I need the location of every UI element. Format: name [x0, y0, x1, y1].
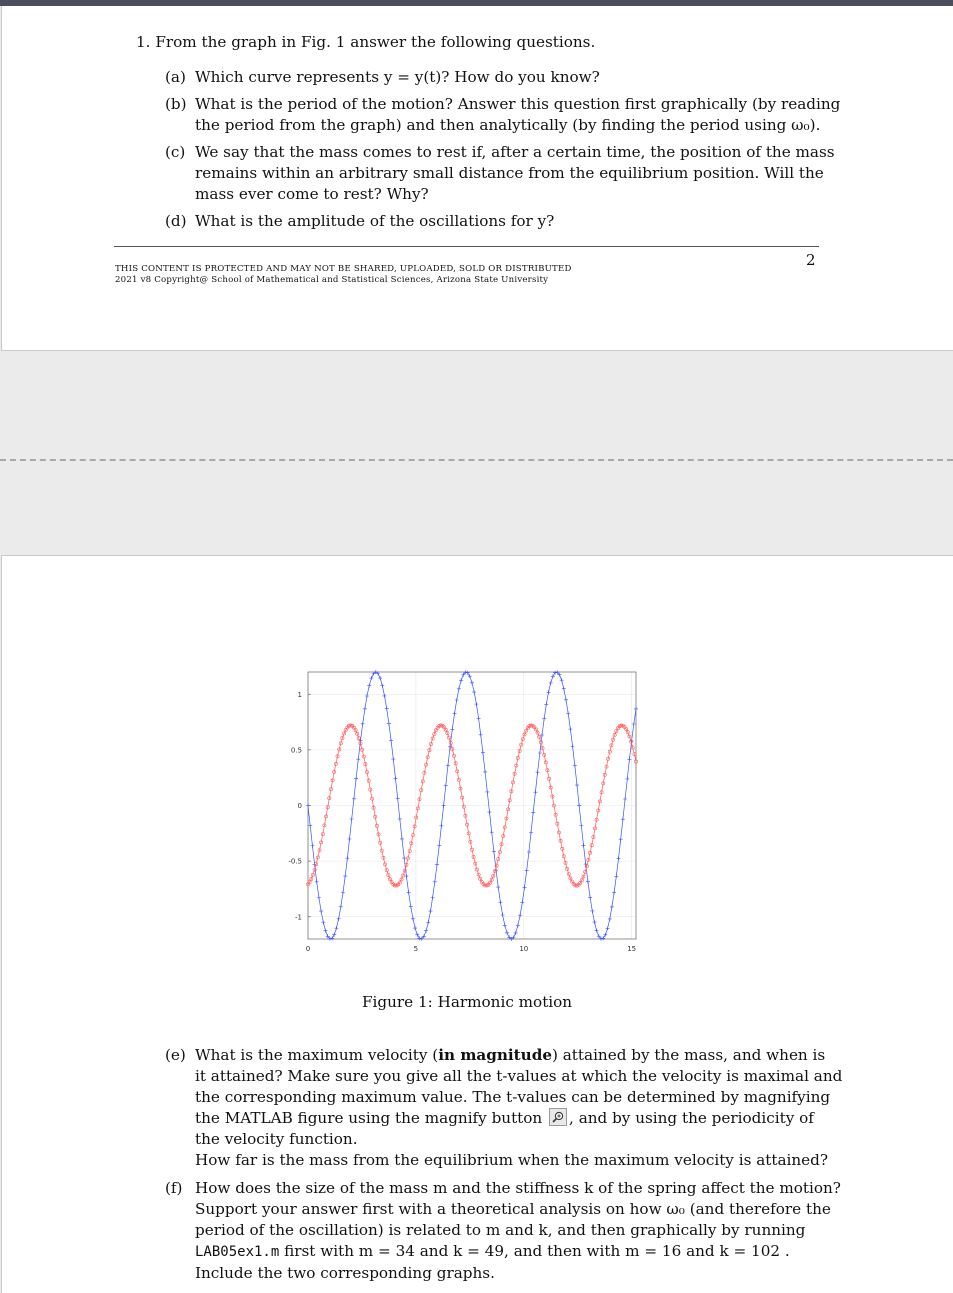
x-tick-label: 10	[519, 945, 529, 953]
y-tick-label: 0	[297, 802, 302, 810]
data-point-plus	[457, 687, 461, 691]
data-point-plus	[571, 745, 575, 749]
item-a-label: (a)	[165, 68, 186, 86]
data-point-plus	[586, 880, 590, 884]
data-point-plus	[527, 850, 531, 854]
data-point-plus	[612, 891, 616, 895]
data-point-plus	[492, 850, 496, 854]
data-point-plus	[334, 926, 338, 930]
data-point-plus	[623, 797, 627, 801]
data-point-plus	[514, 931, 518, 935]
data-point-plus	[308, 824, 312, 828]
data-point-plus	[426, 920, 430, 924]
data-point-plus	[409, 905, 413, 909]
figure-caption: Figure 1: Harmonic motion	[362, 993, 573, 1011]
item-d-text: What is the amplitude of the oscillations for y?	[195, 212, 555, 230]
code-filename: LAB05ex1.m	[195, 1244, 280, 1260]
data-point-plus	[317, 896, 321, 900]
item-f-text-part: first with m = 34 and k = 49, and then with m = 16 and k = 102 .	[279, 1242, 790, 1260]
item-f-line: Support your answer first with a theoretical analysis on how ω₀ (and therefore the	[195, 1200, 831, 1218]
question-1-intro: 1. From the graph in Fig. 1 answer the following questions.	[136, 33, 596, 51]
data-point-plus	[402, 856, 406, 860]
data-point-plus	[582, 843, 586, 847]
item-f-line: How does the size of the mass m and the stiffness k of the spring affect the motion?	[195, 1179, 841, 1197]
item-c-line: remains within an arbitrary small distance from the equilibrium position. Will the	[195, 164, 824, 182]
data-point-plus	[551, 674, 555, 678]
data-point-plus	[404, 874, 408, 878]
data-point-plus	[466, 671, 470, 675]
data-point-plus	[560, 678, 564, 682]
data-point-plus	[433, 880, 437, 884]
data-point-plus	[398, 817, 402, 821]
data-point-plus	[367, 684, 371, 688]
data-point-plus	[590, 909, 594, 913]
y-tick-label: -0.5	[288, 857, 302, 866]
data-point-plus	[481, 751, 485, 755]
data-point-plus	[387, 722, 391, 726]
data-point-plus	[431, 896, 435, 900]
data-point-plus	[396, 797, 400, 801]
data-point-plus	[378, 676, 382, 680]
x-tick-label: 15	[627, 945, 637, 953]
data-point-plus	[564, 698, 568, 702]
data-point-plus	[306, 804, 310, 808]
data-point-plus	[453, 712, 457, 716]
data-point-plus	[380, 684, 384, 688]
data-point-plus	[625, 777, 629, 781]
data-point-plus	[321, 920, 325, 924]
data-point-plus	[341, 891, 345, 895]
item-e-line	[195, 1045, 842, 1066]
data-point-plus	[411, 917, 415, 921]
data-point-plus	[310, 844, 314, 848]
data-point-plus	[553, 671, 557, 675]
item-c-label: (c)	[165, 143, 186, 161]
data-point-plus	[472, 690, 476, 694]
data-point-plus	[407, 890, 411, 894]
data-point-plus	[501, 913, 505, 917]
data-point-plus	[610, 905, 614, 909]
data-point-plus	[544, 702, 548, 706]
data-point-plus	[529, 831, 533, 835]
data-point-plus	[595, 929, 599, 933]
data-point-plus	[332, 933, 336, 937]
data-point-plus	[345, 856, 349, 860]
data-point-plus	[369, 676, 373, 680]
magnify-icon	[549, 1108, 567, 1126]
data-point-plus	[470, 681, 474, 685]
data-point-plus	[315, 880, 319, 884]
harmonic-motion-chart	[285, 668, 645, 958]
data-point-plus	[319, 909, 323, 913]
data-point-plus	[365, 694, 369, 698]
data-point-plus	[533, 790, 537, 794]
item-e-text-part: What is the maximum velocity (	[195, 1046, 439, 1064]
data-point-plus	[413, 926, 417, 930]
data-point-plus	[516, 923, 520, 927]
item-e-text	[195, 1045, 842, 1171]
footer-notice: THIS CONTENT IS PROTECTED AND MAY NOT BE SHARED, UPLOADED, SOLD OR DISTRIBUTED	[115, 264, 572, 274]
data-point-plus	[588, 895, 592, 899]
data-point-plus	[446, 764, 450, 768]
data-point-plus	[363, 707, 367, 711]
data-point-plus	[577, 803, 581, 807]
data-point-plus	[330, 936, 334, 940]
item-e-text-part: , and by using the periodicity of	[569, 1109, 814, 1127]
data-point-plus	[477, 716, 481, 720]
item-e-line: the velocity function.	[195, 1130, 358, 1148]
item-e-label: (e)	[165, 1046, 186, 1064]
data-point-plus	[606, 926, 610, 930]
item-b-line: What is the period of the motion? Answer this question first graphically (by reading	[195, 95, 841, 113]
data-point-plus	[418, 936, 422, 940]
item-e-text-part: the MATLAB figure using the magnify button	[195, 1109, 543, 1127]
data-point-plus	[394, 777, 398, 781]
data-point-plus	[361, 722, 365, 726]
data-point-plus	[617, 856, 621, 860]
item-e-line: How far is the mass from the equilibrium when the maximum velocity is attained?	[195, 1151, 828, 1169]
page-break-divider	[0, 459, 953, 461]
data-point-plus	[531, 810, 535, 814]
data-point-plus	[621, 817, 625, 821]
y-tick-label: 0.5	[290, 746, 302, 755]
data-point-plus	[479, 733, 483, 737]
item-f-text	[195, 1178, 841, 1284]
data-point-plus	[575, 783, 579, 787]
data-point-plus	[455, 698, 459, 702]
data-point-plus	[429, 909, 433, 913]
item-c-line: We say that the mass comes to rest if, after a certain time, the position of the mass	[195, 143, 835, 161]
data-point-plus	[474, 702, 478, 706]
item-d-label: (d)	[165, 212, 187, 230]
data-point-plus	[503, 923, 507, 927]
data-point-plus	[634, 707, 638, 711]
data-point-plus	[391, 757, 395, 761]
data-point-plus	[488, 810, 492, 814]
x-tick-label: 0	[305, 945, 311, 953]
data-point-plus	[435, 862, 439, 866]
data-point-plus	[450, 727, 454, 731]
item-f-line: period of the oscillation) is related to m and k, and then graphically by running	[195, 1221, 806, 1239]
data-point-plus	[614, 874, 618, 878]
y-tick-label: -1	[295, 913, 302, 922]
item-a-text: Which curve represents y = y(t)? How do you know?	[195, 68, 600, 86]
data-point-plus	[468, 674, 472, 678]
data-point-plus	[337, 917, 341, 921]
data-point-plus	[483, 770, 487, 774]
data-point-plus	[444, 783, 448, 787]
item-f-label: (f)	[165, 1179, 183, 1197]
data-point-plus	[424, 929, 428, 933]
data-point-plus	[339, 905, 343, 909]
data-point-plus	[437, 844, 441, 848]
data-point-plus	[348, 837, 352, 841]
data-point-plus	[542, 717, 546, 721]
data-point-plus	[566, 711, 570, 715]
y-tick-label: 1	[297, 690, 302, 699]
data-point-plus	[485, 790, 489, 794]
data-point-plus	[568, 727, 572, 731]
page-number: 2	[806, 251, 816, 269]
data-point-plus	[439, 824, 443, 828]
item-b-label: (b)	[165, 95, 187, 113]
item-f-line: Include the two corresponding graphs.	[195, 1264, 495, 1282]
data-point-plus	[324, 929, 328, 933]
item-c-text	[195, 142, 835, 205]
data-point-plus	[442, 804, 446, 808]
data-point-plus	[389, 739, 393, 743]
footer-copyright: 2021 v8 Copyright@ School of Mathematical and Statistical Sciences, Arizona State University	[115, 275, 549, 285]
data-point-plus	[459, 678, 463, 682]
data-point-plus	[536, 770, 540, 774]
data-point-plus	[632, 722, 636, 726]
data-point-plus	[354, 777, 358, 781]
data-point-plus	[619, 837, 623, 841]
item-f-line	[195, 1241, 841, 1263]
data-point-plus	[608, 917, 612, 921]
data-point-plus	[603, 933, 607, 937]
data-point-plus	[573, 763, 577, 767]
data-point-plus	[627, 757, 631, 761]
data-point-plus	[549, 681, 553, 685]
data-point-plus	[562, 687, 566, 691]
data-point-plus	[352, 797, 356, 801]
item-b-line: the period from the graph) and then analytically (by finding the period using ω₀).	[195, 116, 821, 134]
data-point-plus	[385, 707, 389, 711]
data-point-plus	[498, 900, 502, 904]
item-e-text-part: ) attained by the mass, and when is	[552, 1046, 826, 1064]
data-point-plus	[547, 690, 551, 694]
item-e-line: the corresponding maximum value. The t-values can be determined by magnifying	[195, 1088, 831, 1106]
data-point-plus	[538, 751, 542, 755]
data-point-plus	[400, 837, 404, 841]
data-point-plus	[490, 830, 494, 834]
item-b-text	[195, 94, 840, 136]
item-e-line	[195, 1108, 842, 1129]
data-point-plus	[356, 757, 360, 761]
data-point-plus	[525, 868, 529, 872]
data-point-plus	[496, 885, 500, 889]
data-point-plus	[593, 920, 597, 924]
data-point-plus	[523, 885, 527, 889]
data-point-plus	[343, 874, 347, 878]
item-e-bold: in magnitude	[438, 1046, 552, 1064]
data-point-plus	[601, 936, 605, 940]
data-point-plus	[350, 817, 354, 821]
item-e-line: it attained? Make sure you give all the t-values at which the velocity is maximal and	[195, 1067, 843, 1085]
item-c-line: mass ever come to rest? Why?	[195, 185, 429, 203]
footer-rule	[114, 246, 819, 247]
data-point-plus	[579, 824, 583, 828]
x-tick-label: 5	[413, 945, 419, 953]
data-point-plus	[505, 931, 509, 935]
